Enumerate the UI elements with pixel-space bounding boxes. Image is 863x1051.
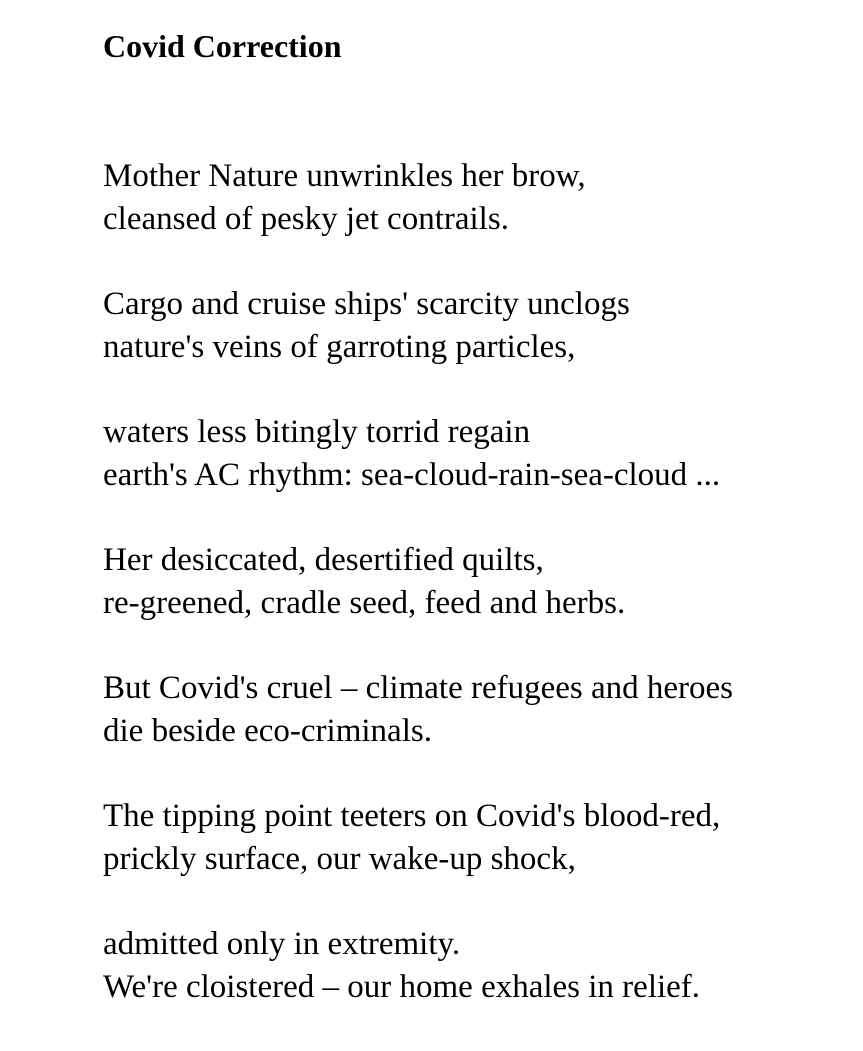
poem-line: Mother Nature unwrinkles her brow, bbox=[103, 158, 586, 194]
stanza-7 bbox=[103, 923, 733, 1009]
poem-line: The tipping point teeters on Covid's blood-red, bbox=[103, 798, 721, 834]
poem-line: waters less bitingly torrid regain bbox=[103, 414, 531, 450]
stanza-6 bbox=[103, 795, 733, 881]
poem-line: Cargo and cruise ships' scarcity unclogs bbox=[103, 286, 630, 322]
poem-line: Her desiccated, desertified quilts, bbox=[103, 542, 544, 578]
stanza-4 bbox=[103, 539, 733, 625]
stanza-5 bbox=[103, 667, 733, 753]
poem-line: die beside eco-criminals. bbox=[103, 713, 432, 749]
poem-line: cleansed of pesky jet contrails. bbox=[103, 201, 509, 237]
poem-line: earth's AC rhythm: sea-cloud-rain-sea-cloud ... bbox=[103, 457, 721, 493]
poem-line: But Covid's cruel – climate refugees and heroes bbox=[103, 670, 733, 706]
stanza-1 bbox=[103, 155, 733, 241]
poem-line: nature's veins of garroting particles, bbox=[103, 329, 576, 365]
stanza-2 bbox=[103, 283, 733, 369]
poem-title: Covid Correction bbox=[103, 28, 342, 64]
poem-line: re-greened, cradle seed, feed and herbs. bbox=[103, 585, 626, 621]
poem-body bbox=[103, 155, 733, 1051]
poem-line: We're cloistered – our home exhales in relief. bbox=[103, 969, 701, 1005]
stanza-3 bbox=[103, 411, 733, 497]
poem-line: admitted only in extremity. bbox=[103, 926, 461, 962]
poem-line: prickly surface, our wake-up shock, bbox=[103, 841, 576, 877]
